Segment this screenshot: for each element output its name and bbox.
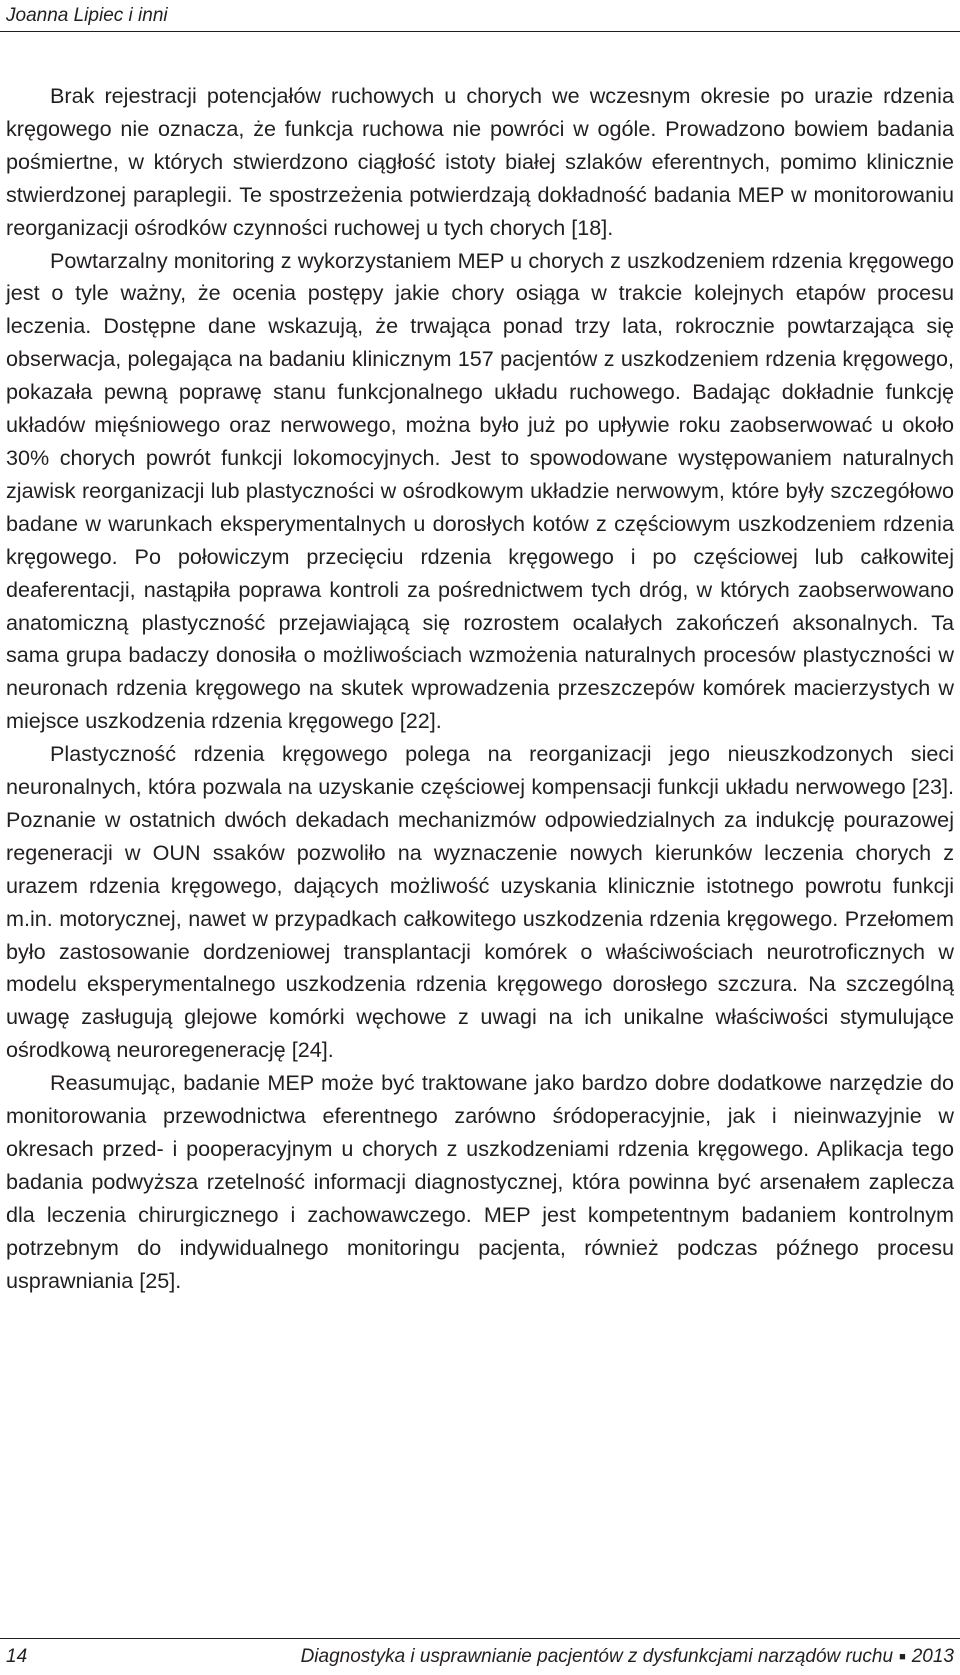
journal-year: 2013 — [911, 1646, 954, 1667]
paragraph-1: Brak rejestracji potencjałów ruchowych u chorych we wczesnym okresie po urazie rdzenia kręgowego nie oznacza, że funkcja ruchowa nie powróci w ogóle. Prowadzono bowiem badania pośmiertne, w których stwierdzono ciągłość istoty białej szlaków eferentnych, pomimo klinicznie stwierdzonej paraplegii. Te spostrzeżenia potwierdzają dokładność badania MEP w monitorowaniu reorganizacji ośrodków czynności ruchowej u tych chorych [18]. — [6, 83, 954, 240]
footer-divider — [0, 1638, 960, 1639]
separator-square-icon: ■ — [899, 1651, 906, 1663]
paragraph-2: Powtarzalny monitoring z wykorzystaniem MEP u chorych z uszkodzeniem rdzenia kręgowego jest o tyle ważny, że ocenia postępy jakie chory osiąga w trakcie kolejnych etapów procesu leczenia. Dostępne dane wskazują, że trwająca ponad trzy lata, rokrocznie powtarzająca się obserwacja, polegająca na badaniu klinicznym 157 pacjentów z uszkodzeniem rdzenia kręgowego, pokazała pewną poprawę stanu funkcjonalnego układu ruchowego. Badając dokładnie funkcję układów mięśniowego oraz nerwowego, można było już po upływie roku zaobserwować u około 30% chorych powrót funkcji lokomocyjnych. Jest to spowodowane występowaniem naturalnych zjawisk reorganizacji lub plastyczności w ośrodkowym układzie nerwowym, które były szczegółowo badane w warunkach eksperymentalnych u dorosłych kotów z częściowym uszkodzeniem rdzenia kręgowego. Po połowiczym przecięciu rdzenia kręgowego i po częściowej lub całkowitej deaferentacji, nastąpiła poprawa kontroli za pośrednictwem tych dróg, w których zaobserwowano anatomiczną plastyczność przejawiającą się rozrostem ocalałych zakończeń aksonalnych. Ta sama grupa badaczy donosiła o możliwościach wzmożenia naturalnych procesów plastyczności w neuronach rdzenia kręgowego na skutek wprowadzenia przeszczepów komórek macierzystych w miejsce uszkodzenia rdzenia kręgowego [22]. — [6, 247, 954, 734]
running-head: Joanna Lipiec i inni — [6, 5, 168, 26]
header-divider — [0, 31, 960, 32]
page-number: 14 — [6, 1646, 28, 1667]
journal-title: Diagnostyka i usprawnianie pacjentów z dysfunkcjami narządów ruchu — [300, 1646, 894, 1667]
journal-footer — [301, 1645, 954, 1669]
paragraph-3: Plastyczność rdzenia kręgowego polega na reorganizacji jego nieuszkodzonych sieci neuronalnych, która pozwala na uzyskanie częściowej kompensacji funkcji układu nerwowego [23]. Poznanie w ostatnich dwóch dekadach mechanizmów odpowiedzialnych za indukcję pourazowej regeneracji w OUN ssaków pozwoliło na wyznaczenie nowych kierunków leczenia chorych z urazem rdzenia kręgowego, dających możliwość uzyskania klinicznie istotnego powrotu funkcji m.in. motorycznej, nawet w przypadkach całkowitego uszkodzenia rdzenia kręgowego. Przełomem było zastosowanie dordzeniowej transplantacji komórek o właściwościach neurotroficznych w modelu eksperymentalnego uszkodzenia rdzenia kręgowego dorosłego szczura. Na szczególną uwagę zasługują glejowe komórki węchowe z uwagi na ich unikalne właściwości stymulujące ośrodkową neuroregenerację [24]. — [6, 741, 954, 1063]
paragraph-4: Reasumując, badanie MEP może być traktowane jako bardzo dobre dodatkowe narzędzie do monitorowania przewodnictwa eferentnego zarówno śródoperacyjnie, jak i nieinwazyjnie w okresach przed- i pooperacyjnym u chorych z uszkodzeniami rdzenia kręgowego. Aplikacja tego badania podwyższa rzetelność informacji diagnostycznej, która powinna być arsenałem zaplecza dla leczenia chirurgicznego i zachowawczego. MEP jest kompetentnym badaniem kontrolnym potrzebnym do indywidualnego monitoringu pacjenta, również podczas późnego procesu usprawniania [25]. — [6, 1070, 954, 1293]
article-body — [6, 80, 954, 1298]
